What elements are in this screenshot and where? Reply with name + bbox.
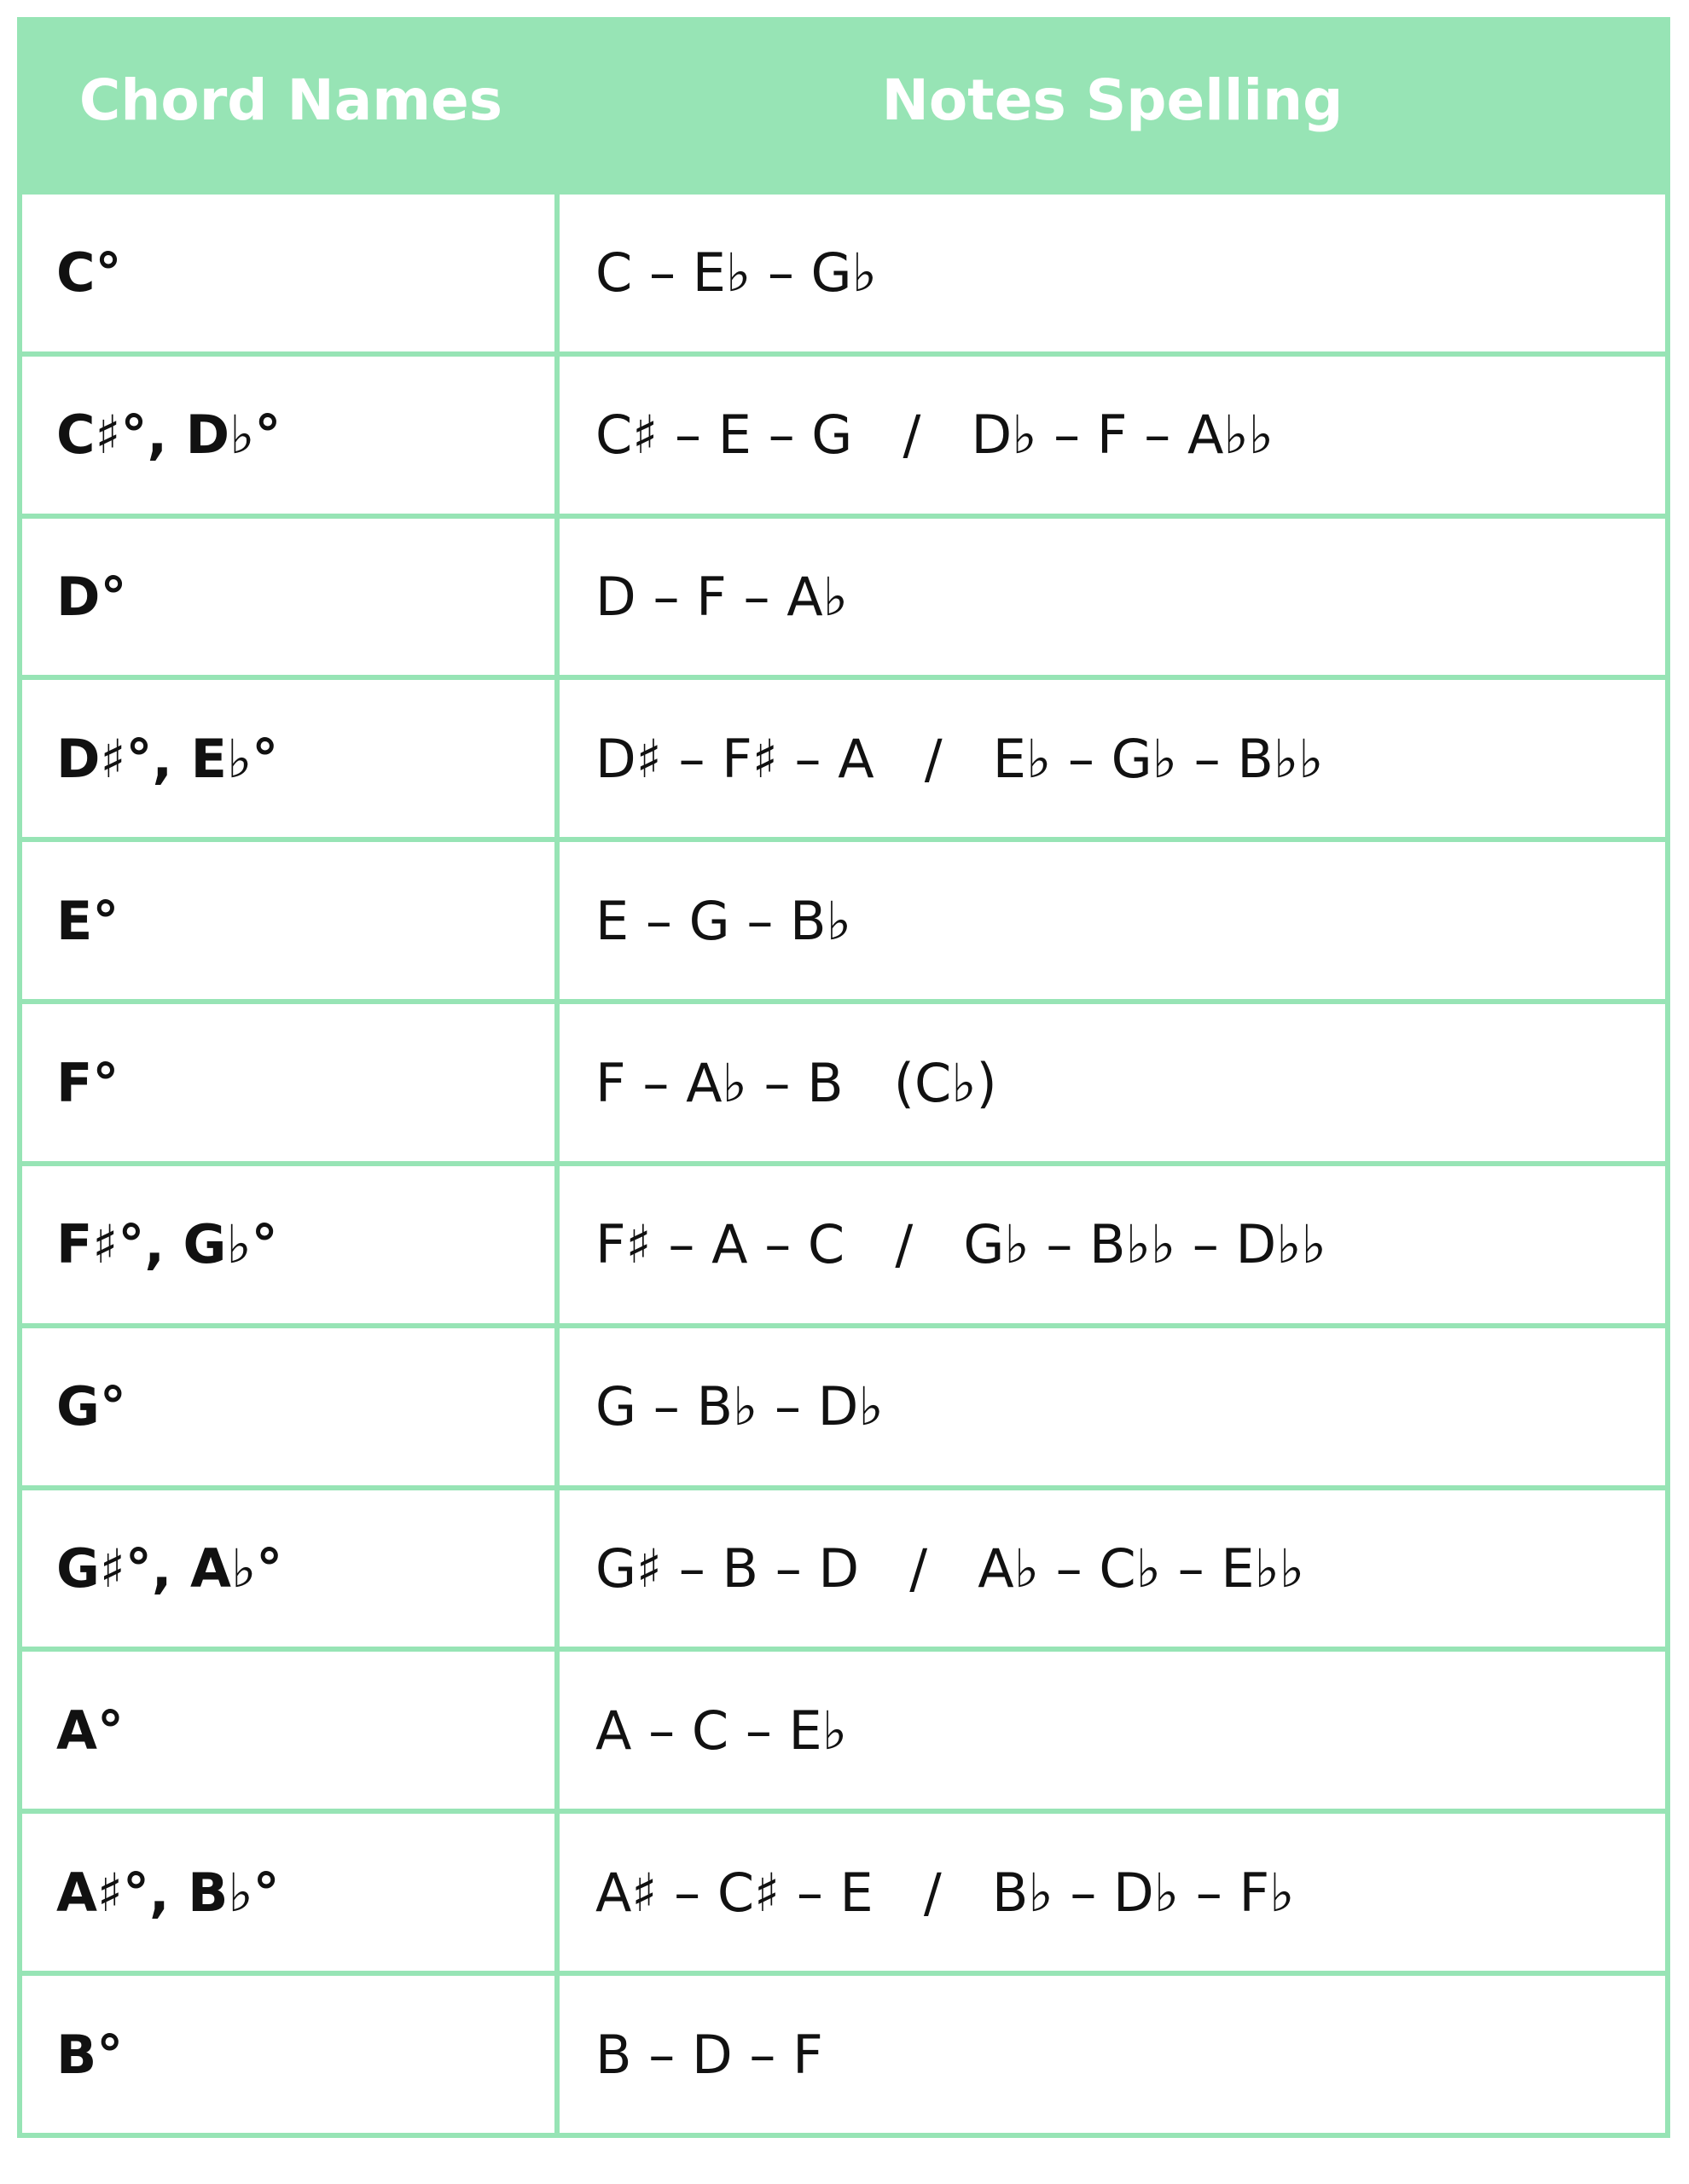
notes-spelling-cell: C – E♭ – G♭ (560, 189, 1665, 351)
notes-spelling-cell: E – G – B♭ (560, 837, 1665, 999)
notes-spelling-cell: D – F – A♭ (560, 514, 1665, 676)
notes-spelling-cell: D♯ – F♯ – A / E♭ – G♭ – B♭♭ (560, 675, 1665, 837)
chord-name-cell: G° (22, 1323, 560, 1485)
header-notes-spelling: Notes Spelling (560, 22, 1665, 189)
notes-spelling-cell: B – D – F (560, 1971, 1665, 2133)
chord-name-cell: C° (22, 189, 560, 351)
notes-spelling-cell: G – B♭ – D♭ (560, 1323, 1665, 1485)
notes-spelling-cell: A – C – E♭ (560, 1647, 1665, 1809)
notes-spelling-cell: A♯ – C♯ – E / B♭ – D♭ – F♭ (560, 1809, 1665, 1971)
chord-name-cell: F♯°, G♭° (22, 1161, 560, 1323)
chord-name-cell: B° (22, 1971, 560, 2133)
chord-name-cell: G♯°, A♭° (22, 1485, 560, 1647)
notes-spelling-cell: G♯ – B – D / A♭ – C♭ – E♭♭ (560, 1485, 1665, 1647)
chord-name-cell: E° (22, 837, 560, 999)
header-chord-names: Chord Names (22, 22, 560, 189)
notes-spelling-cell: C♯ – E – G / D♭ – F – A♭♭ (560, 351, 1665, 514)
chord-name-cell: A♯°, B♭° (22, 1809, 560, 1971)
chord-name-cell: D° (22, 514, 560, 676)
chord-name-cell: A° (22, 1647, 560, 1809)
chord-name-cell: C♯°, D♭° (22, 351, 560, 514)
chord-table (17, 17, 1670, 2138)
notes-spelling-cell: F♯ – A – C / G♭ – B♭♭ – D♭♭ (560, 1161, 1665, 1323)
chord-name-cell: F° (22, 999, 560, 1161)
notes-spelling-cell: F – A♭ – B (C♭) (560, 999, 1665, 1161)
chord-name-cell: D♯°, E♭° (22, 675, 560, 837)
